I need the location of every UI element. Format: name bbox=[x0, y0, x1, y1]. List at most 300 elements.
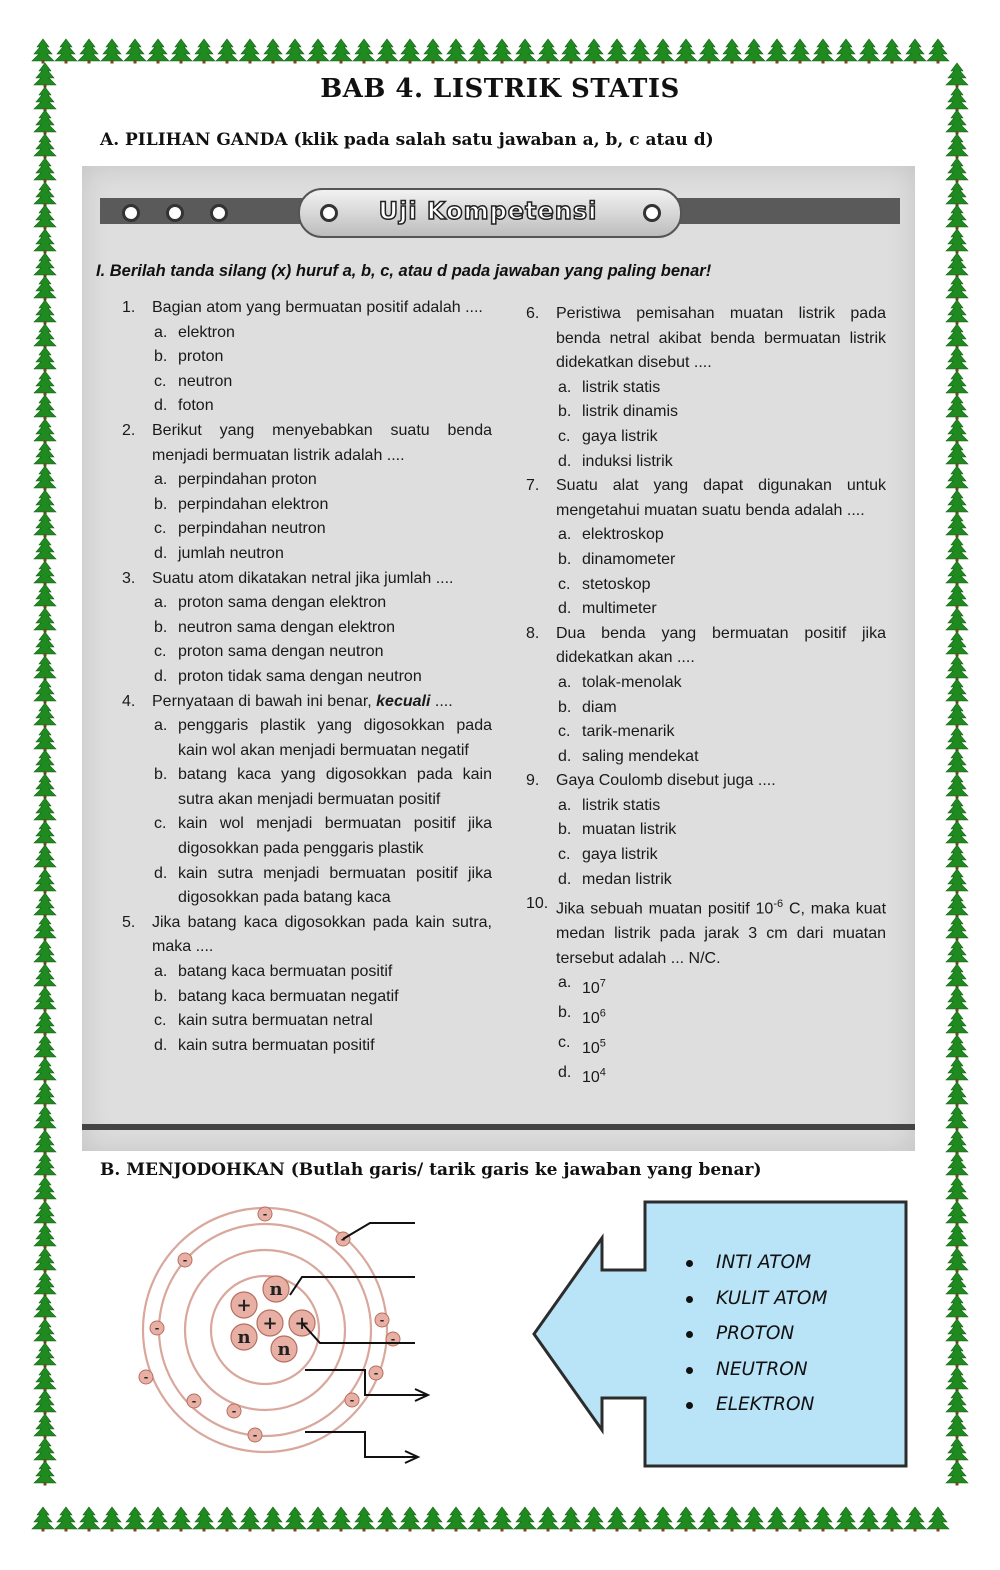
proton-sign: + bbox=[294, 1313, 310, 1334]
term-label: ELEKTRON bbox=[716, 1394, 815, 1415]
neutron-label: n bbox=[237, 1327, 251, 1348]
answer-option[interactable] bbox=[556, 523, 886, 548]
question-item bbox=[122, 690, 492, 911]
option-text: kain wol menjadi bermuatan positif jika digosokkan pada penggaris plastik bbox=[178, 815, 492, 858]
tree-icon bbox=[32, 252, 58, 278]
answer-option[interactable] bbox=[152, 1009, 492, 1034]
tree-icon bbox=[32, 678, 58, 704]
tree-icon bbox=[32, 892, 58, 918]
tree-icon bbox=[32, 702, 58, 728]
option-letter: c. bbox=[154, 815, 167, 833]
question-text: Pernyataan di bawah ini benar, kecuali .... bbox=[152, 692, 453, 710]
term-label: KULIT ATOM bbox=[716, 1287, 828, 1309]
tree-icon bbox=[944, 1294, 970, 1320]
tree-icon bbox=[944, 655, 970, 681]
tree-icon bbox=[944, 892, 970, 918]
tree-icon bbox=[944, 299, 970, 325]
answer-option[interactable] bbox=[556, 720, 886, 745]
option-letter: d. bbox=[558, 747, 572, 765]
tree-icon bbox=[32, 204, 58, 230]
option-text: batang kaca bermuatan positif bbox=[178, 963, 393, 981]
question-number: 10. bbox=[526, 895, 549, 913]
answer-option[interactable] bbox=[556, 425, 886, 450]
tree-icon bbox=[32, 1176, 58, 1202]
uji-kompetensi-banner bbox=[100, 178, 900, 242]
answer-option[interactable] bbox=[556, 794, 886, 819]
tree-icon bbox=[32, 915, 58, 941]
term-label: PROTON bbox=[716, 1323, 795, 1344]
leader-line bbox=[305, 1432, 416, 1457]
electron-sign: - bbox=[191, 1395, 197, 1408]
tree-icon bbox=[32, 323, 58, 349]
option-letter: a. bbox=[558, 378, 572, 396]
tree-icon bbox=[32, 749, 58, 775]
tree-icon bbox=[32, 181, 58, 207]
option-letter: d. bbox=[558, 452, 572, 470]
tree-icon bbox=[32, 228, 58, 254]
question-item bbox=[526, 769, 886, 892]
tree-icon bbox=[32, 394, 58, 420]
question-number: 4. bbox=[122, 692, 136, 710]
banner-dot-icon bbox=[210, 204, 228, 222]
option-letter: c. bbox=[558, 846, 571, 864]
tree-icon bbox=[944, 868, 970, 894]
tree-icon bbox=[32, 299, 58, 325]
tree-icon bbox=[32, 1437, 58, 1463]
answer-option[interactable] bbox=[152, 394, 492, 419]
section-b-heading: B. MENJODOHKAN (Butlah garis/ tarik garis ke jawaban yang benar) bbox=[100, 1160, 762, 1180]
answer-option[interactable] bbox=[152, 321, 492, 346]
answer-option[interactable] bbox=[152, 542, 492, 567]
question-number: 1. bbox=[122, 299, 136, 316]
option-letter: b. bbox=[154, 766, 168, 784]
atom-diagram bbox=[130, 1195, 440, 1485]
question-text: Gaya Coulomb disebut juga .... bbox=[556, 772, 776, 790]
tree-icon bbox=[944, 749, 970, 775]
option-text: saling mendekat bbox=[582, 747, 699, 765]
tree-icon bbox=[32, 275, 58, 301]
tree-icon bbox=[32, 346, 58, 372]
tree-icon bbox=[944, 1105, 970, 1131]
page-title: BAB 4. LISTRIK STATIS bbox=[320, 74, 680, 104]
answer-option[interactable] bbox=[152, 370, 492, 395]
answer-option[interactable] bbox=[556, 818, 886, 843]
electron-sign: - bbox=[349, 1394, 355, 1407]
option-text: tarik-menarik bbox=[582, 723, 675, 741]
term-label: NEUTRON bbox=[716, 1358, 808, 1380]
term-item[interactable] bbox=[686, 1323, 827, 1359]
question-text: Jika batang kaca digosokkan pada kain sutra, maka .... bbox=[152, 913, 492, 956]
option-text: $10^6$ bbox=[582, 1007, 606, 1027]
tree-icon bbox=[944, 678, 970, 704]
tree-icon bbox=[32, 1010, 58, 1036]
option-text: proton sama dengan elektron bbox=[178, 594, 387, 612]
answer-option[interactable] bbox=[556, 573, 886, 598]
option-letter: a. bbox=[154, 963, 168, 981]
question-number: 9. bbox=[526, 772, 540, 790]
electron-sign: - bbox=[262, 1208, 268, 1221]
tree-icon bbox=[944, 1318, 970, 1344]
electron-sign: - bbox=[390, 1333, 396, 1346]
tree-icon bbox=[944, 418, 970, 444]
tree-icon bbox=[32, 844, 58, 870]
option-letter: d. bbox=[154, 1036, 168, 1054]
worksheet-bottom-rule bbox=[82, 1124, 915, 1130]
term-item[interactable] bbox=[686, 1394, 827, 1430]
electron-sign: - bbox=[373, 1367, 379, 1380]
option-letter: d. bbox=[558, 870, 572, 888]
tree-icon bbox=[32, 773, 58, 799]
tree-icon bbox=[32, 1247, 58, 1273]
option-text: neutron bbox=[178, 372, 233, 390]
tree-icon bbox=[32, 560, 58, 586]
tree-icon bbox=[944, 1176, 970, 1202]
neutron-label: n bbox=[269, 1279, 283, 1300]
tree-icon bbox=[944, 465, 970, 491]
exponent: 4 bbox=[599, 1067, 606, 1080]
option-letter: a. bbox=[558, 673, 572, 691]
tree-icon bbox=[32, 1294, 58, 1320]
tree-icon bbox=[32, 1413, 58, 1439]
electron-sign: - bbox=[182, 1254, 188, 1267]
tree-icon bbox=[944, 915, 970, 941]
option-letter: a. bbox=[154, 471, 168, 489]
answer-option[interactable] bbox=[556, 548, 886, 573]
exponent: 7 bbox=[599, 977, 606, 990]
tree-icon bbox=[32, 820, 58, 846]
answer-option[interactable] bbox=[152, 640, 492, 665]
tree-icon bbox=[944, 1437, 970, 1463]
answer-option[interactable] bbox=[556, 745, 886, 770]
option-text: kain sutra bermuatan netral bbox=[178, 1012, 373, 1030]
question-item bbox=[122, 911, 492, 1059]
worksheet-scan bbox=[82, 166, 915, 1151]
tree-icon bbox=[32, 1129, 58, 1155]
tree-icon bbox=[32, 726, 58, 752]
tree-icon bbox=[32, 1152, 58, 1178]
option-letter: d. bbox=[154, 864, 168, 882]
answer-option[interactable] bbox=[556, 1001, 886, 1031]
electron-sign: - bbox=[154, 1322, 160, 1335]
tree-icon bbox=[944, 252, 970, 278]
tree-icon bbox=[944, 204, 970, 230]
leader-line bbox=[343, 1223, 415, 1239]
answer-option[interactable] bbox=[556, 1031, 886, 1061]
exponent: -6 bbox=[773, 898, 784, 911]
tree-icon bbox=[944, 1342, 970, 1368]
option-letter: a. bbox=[558, 974, 572, 992]
tree-icon bbox=[32, 1105, 58, 1131]
tree-icon bbox=[944, 1081, 970, 1107]
option-text: batang kaca bermuatan negatif bbox=[178, 987, 399, 1005]
tree-icon bbox=[32, 133, 58, 159]
tree-icon bbox=[32, 109, 58, 135]
question-number: 6. bbox=[526, 305, 540, 322]
answer-option[interactable] bbox=[556, 597, 886, 622]
tree-icon bbox=[32, 583, 58, 609]
emphasis-word: kecuali bbox=[376, 692, 431, 710]
tree-icon bbox=[32, 963, 58, 989]
tree-icon bbox=[32, 465, 58, 491]
option-letter: d. bbox=[154, 397, 168, 415]
option-text: listrik statis bbox=[582, 378, 661, 396]
option-text: kain sutra bermuatan positif bbox=[178, 1036, 375, 1054]
option-text: gaya listrik bbox=[582, 427, 658, 445]
option-letter: a. bbox=[558, 526, 572, 544]
option-text: induksi listrik bbox=[582, 452, 673, 470]
matching-term-list bbox=[686, 1252, 827, 1430]
answer-option[interactable] bbox=[152, 591, 492, 616]
tree-icon bbox=[944, 1057, 970, 1083]
answer-option[interactable] bbox=[152, 616, 492, 641]
question-number: 5. bbox=[122, 913, 136, 931]
tree-icon bbox=[32, 939, 58, 965]
option-text: neutron sama dengan elektron bbox=[178, 618, 396, 636]
tree-icon bbox=[944, 1034, 970, 1060]
electron-sign: - bbox=[143, 1371, 149, 1384]
term-label: INTI ATOM bbox=[716, 1252, 812, 1273]
tree-icon bbox=[944, 109, 970, 135]
answer-option[interactable] bbox=[152, 345, 492, 370]
tree-icon bbox=[944, 844, 970, 870]
option-letter: c. bbox=[154, 372, 167, 390]
option-text: batang kaca yang digosokkan pada kain sutra akan menjadi bermuatan positif bbox=[178, 766, 492, 808]
question-item bbox=[526, 892, 886, 1091]
question-text: Berikut yang menyebabkan suatu benda menjadi bermuatan listrik adalah .... bbox=[152, 421, 492, 464]
tree-icon bbox=[32, 1057, 58, 1083]
tree-icon bbox=[944, 773, 970, 799]
option-text: foton bbox=[178, 397, 214, 415]
tree-icon bbox=[32, 536, 58, 562]
option-letter: a. bbox=[154, 323, 168, 341]
option-letter: c. bbox=[558, 575, 571, 593]
answer-option[interactable] bbox=[556, 376, 886, 401]
answer-option[interactable] bbox=[152, 493, 492, 518]
term-item[interactable] bbox=[686, 1252, 827, 1288]
option-letter: b. bbox=[558, 550, 572, 568]
worksheet-instruction: I. Berilah tanda silang (x) huruf a, b, c, atau d pada jawaban yang paling benar! bbox=[96, 262, 712, 280]
option-letter: a. bbox=[558, 796, 572, 814]
option-letter: d. bbox=[558, 600, 572, 618]
option-letter: a. bbox=[154, 717, 168, 735]
option-text: muatan listrik bbox=[582, 821, 677, 839]
tree-icon bbox=[32, 418, 58, 444]
electron-sign: - bbox=[231, 1405, 237, 1418]
option-text: tolak-menolak bbox=[582, 673, 682, 691]
tree-icon bbox=[925, 1506, 951, 1532]
question-number: 3. bbox=[122, 569, 136, 587]
option-letter: b. bbox=[154, 348, 168, 366]
tree-icon bbox=[32, 1342, 58, 1368]
answer-option[interactable] bbox=[556, 671, 886, 696]
tree-icon bbox=[32, 1081, 58, 1107]
option-letter: b. bbox=[558, 1004, 572, 1022]
tree-icon bbox=[32, 1460, 58, 1486]
answer-option[interactable] bbox=[556, 868, 886, 893]
section-a-heading: A. PILIHAN GANDA (klik pada salah satu jawaban a, b, c atau d) bbox=[100, 130, 714, 150]
question-item bbox=[526, 622, 886, 770]
tree-icon bbox=[944, 1460, 970, 1486]
question-item bbox=[122, 419, 492, 567]
option-letter: b. bbox=[154, 987, 168, 1005]
question-item bbox=[526, 474, 886, 622]
tree-icon bbox=[944, 275, 970, 301]
option-letter: d. bbox=[154, 544, 168, 562]
term-item[interactable] bbox=[686, 1359, 827, 1395]
tree-icon bbox=[944, 797, 970, 823]
tree-icon bbox=[944, 133, 970, 159]
option-letter: b. bbox=[154, 618, 168, 636]
tree-icon bbox=[944, 1271, 970, 1297]
tree-icon bbox=[944, 370, 970, 396]
answer-option[interactable] bbox=[556, 696, 886, 721]
tree-icon bbox=[32, 1366, 58, 1392]
tree-icon bbox=[32, 1318, 58, 1344]
answer-option[interactable] bbox=[152, 985, 492, 1010]
tree-icon bbox=[944, 607, 970, 633]
tree-icon bbox=[944, 1366, 970, 1392]
term-item[interactable] bbox=[686, 1288, 827, 1324]
answer-option[interactable] bbox=[556, 1061, 886, 1091]
option-text: listrik dinamis bbox=[582, 403, 679, 421]
question-number: 2. bbox=[122, 421, 136, 439]
tree-icon bbox=[944, 1389, 970, 1415]
tree-icon bbox=[944, 726, 970, 752]
tree-icon bbox=[944, 1010, 970, 1036]
tree-icon bbox=[944, 512, 970, 538]
answer-option[interactable] bbox=[556, 843, 886, 868]
banner-title: Uji Kompetensi bbox=[378, 197, 598, 225]
electron-sign: - bbox=[252, 1429, 258, 1442]
option-letter: d. bbox=[558, 1064, 572, 1082]
question-text: Suatu atom dikatakan netral jika jumlah .... bbox=[152, 569, 454, 587]
leader-line bbox=[305, 1370, 426, 1395]
proton-sign: + bbox=[262, 1313, 278, 1334]
option-text: dinamometer bbox=[582, 550, 676, 568]
option-text: kain sutra menjadi bermuatan positif jika digosokkan pada batang kaca bbox=[178, 864, 492, 907]
tree-icon bbox=[944, 1413, 970, 1439]
tree-icon bbox=[944, 489, 970, 515]
tree-icon bbox=[32, 441, 58, 467]
tree-icon bbox=[944, 536, 970, 562]
option-text: medan listrik bbox=[582, 870, 672, 888]
question-column-left bbox=[122, 296, 492, 1058]
answer-option[interactable] bbox=[556, 971, 886, 1001]
tree-icon bbox=[32, 1200, 58, 1226]
tree-icon bbox=[32, 489, 58, 515]
tree-icon bbox=[944, 346, 970, 372]
option-letter: c. bbox=[558, 723, 571, 741]
answer-option[interactable] bbox=[152, 1034, 492, 1059]
question-item bbox=[122, 567, 492, 690]
option-text: diam bbox=[582, 698, 617, 716]
tree-icon bbox=[944, 323, 970, 349]
tree-icon bbox=[944, 1200, 970, 1226]
tree-icon bbox=[944, 228, 970, 254]
option-letter: c. bbox=[558, 1034, 571, 1052]
question-item bbox=[526, 302, 886, 474]
question-text: Dua benda yang bermuatan positif jika didekatkan akan .... bbox=[556, 624, 886, 667]
tree-icon bbox=[32, 1034, 58, 1060]
option-letter: b. bbox=[558, 821, 572, 839]
option-text: multimeter bbox=[582, 600, 657, 618]
answer-option[interactable] bbox=[556, 450, 886, 475]
tree-icon bbox=[32, 1271, 58, 1297]
tree-icon bbox=[32, 986, 58, 1012]
tree-icon bbox=[925, 38, 951, 64]
answer-option[interactable] bbox=[152, 812, 492, 861]
tree-icon bbox=[32, 631, 58, 657]
tree-icon bbox=[32, 797, 58, 823]
option-letter: a. bbox=[154, 594, 168, 612]
tree-icon bbox=[944, 157, 970, 183]
answer-option[interactable] bbox=[152, 960, 492, 985]
tree-icon bbox=[944, 820, 970, 846]
proton-sign: + bbox=[236, 1295, 252, 1316]
leader-line bbox=[290, 1277, 415, 1295]
answer-option[interactable] bbox=[152, 517, 492, 542]
neutron-label: n bbox=[277, 1339, 291, 1360]
option-text: gaya listrik bbox=[582, 846, 658, 864]
option-letter: b. bbox=[154, 495, 168, 513]
option-text: perpindahan neutron bbox=[178, 520, 326, 538]
answer-option[interactable] bbox=[152, 862, 492, 911]
question-text: Peristiwa pemisahan muatan listrik pada benda netral akibat benda bermuatan listrik didekatkan disebut .... bbox=[556, 305, 886, 372]
tree-icon bbox=[32, 512, 58, 538]
question-text: Bagian atom yang bermuatan positif adalah .... bbox=[152, 299, 483, 316]
option-text: jumlah neutron bbox=[178, 544, 284, 562]
option-text: $10^5$ bbox=[582, 1037, 606, 1057]
tree-icon bbox=[32, 1389, 58, 1415]
answer-option[interactable] bbox=[152, 665, 492, 690]
question-text: Suatu alat yang dapat digunakan untuk mengetahui muatan suatu benda adalah .... bbox=[556, 477, 886, 519]
option-text: $10^7$ bbox=[582, 977, 606, 997]
option-letter: c. bbox=[154, 520, 167, 538]
option-letter: b. bbox=[558, 698, 572, 716]
question-text: Jika sebuah muatan positif $10^{-6}$ C, maka kuat medan listrik pada jarak 3 cm dari muatan tersebut adalah ... N/C. bbox=[556, 898, 887, 967]
tree-icon bbox=[944, 1152, 970, 1178]
tree-icon bbox=[944, 939, 970, 965]
answer-option[interactable] bbox=[152, 468, 492, 493]
option-text: perpindahan proton bbox=[178, 471, 317, 489]
banner-dot-icon bbox=[166, 204, 184, 222]
tree-icon bbox=[944, 702, 970, 728]
answer-option[interactable] bbox=[152, 714, 492, 763]
option-text: penggaris plastik yang digosokkan pada kain wol akan menjadi bermuatan negatif bbox=[178, 717, 492, 759]
tree-icon bbox=[944, 394, 970, 420]
answer-option[interactable] bbox=[152, 763, 492, 812]
option-text: elektron bbox=[178, 323, 235, 341]
tree-icon bbox=[944, 1247, 970, 1273]
option-letter: c. bbox=[154, 1012, 167, 1030]
tree-icon bbox=[32, 607, 58, 633]
exponent: 5 bbox=[599, 1037, 606, 1050]
answer-option[interactable] bbox=[556, 400, 886, 425]
question-column-right bbox=[526, 302, 886, 1091]
exponent: 6 bbox=[599, 1007, 606, 1020]
option-text: perpindahan elektron bbox=[178, 495, 329, 513]
option-text: proton bbox=[178, 348, 224, 366]
option-text: $10^4$ bbox=[582, 1067, 606, 1087]
tree-icon bbox=[944, 1129, 970, 1155]
question-number: 7. bbox=[526, 477, 540, 495]
tree-icon bbox=[944, 583, 970, 609]
tree-icon bbox=[944, 1223, 970, 1249]
option-text: proton tidak sama dengan neutron bbox=[178, 667, 422, 685]
option-text: listrik statis bbox=[582, 796, 661, 814]
option-letter: c. bbox=[558, 427, 571, 445]
electron-sign: - bbox=[379, 1314, 385, 1327]
